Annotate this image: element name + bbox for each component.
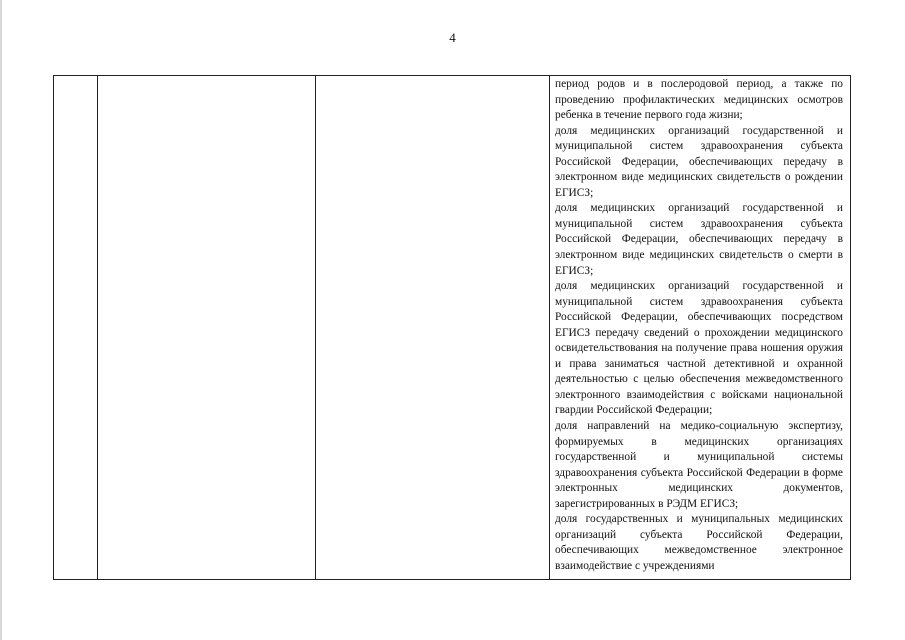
table-cell-number	[54, 76, 98, 580]
document-table	[53, 75, 851, 580]
table-cell-indicators	[550, 76, 851, 580]
indicator-paragraph: доля медицинских организаций государственной и муниципальной систем здравоохранения субъекта Российской Федерации, обеспечивающих передачу в электронном виде медицинских свидетельств о смерти в ЕГИСЗ;	[555, 202, 843, 277]
page-number: 4	[449, 30, 456, 45]
indicator-paragraph: доля направлений на медико-социальную экспертизу, формируемых в медицинских организациях государственной и муниципальной системы здравоохранения субъекта Российской Федерации в форме электронных медицинских документов, зарегистрированных в РЭДМ ЕГИСЗ;	[555, 420, 843, 510]
indicator-paragraph: период родов и в послеродовой период, а также по проведению профилактических медицинских осмотров ребенка в течение первого года жизни;	[555, 78, 843, 122]
scan-left-edge	[0, 0, 2, 640]
table-row	[54, 76, 851, 580]
indicator-paragraph: доля государственных и муниципальных медицинских организаций субъекта Российской Федерации, обеспечивающих межведомственное электронное взаимодействие с учреждениями	[555, 513, 843, 572]
table-cell-name	[98, 76, 316, 580]
indicators-text	[550, 76, 850, 575]
indicator-paragraph: доля медицинских организаций государственной и муниципальной систем здравоохранения субъекта Российской Федерации, обеспечивающих передачу в электронном виде медицинских свидетельств о рождении ЕГИСЗ;	[555, 124, 843, 199]
indicator-paragraph: доля медицинских организаций государственной и муниципальной систем здравоохранения субъекта Российской Федерации, обеспечивающих посредством ЕГИСЗ передачу сведений о прохождении медицинского освидетельствования на получение права ношения оружия и права заниматься частной детективной и охранной деятельностью с целью обеспечения межведомственного электронного взаимодействия с войсками национальной гвардии Российской Федерации;	[555, 280, 843, 417]
table-cell-goal	[316, 76, 550, 580]
